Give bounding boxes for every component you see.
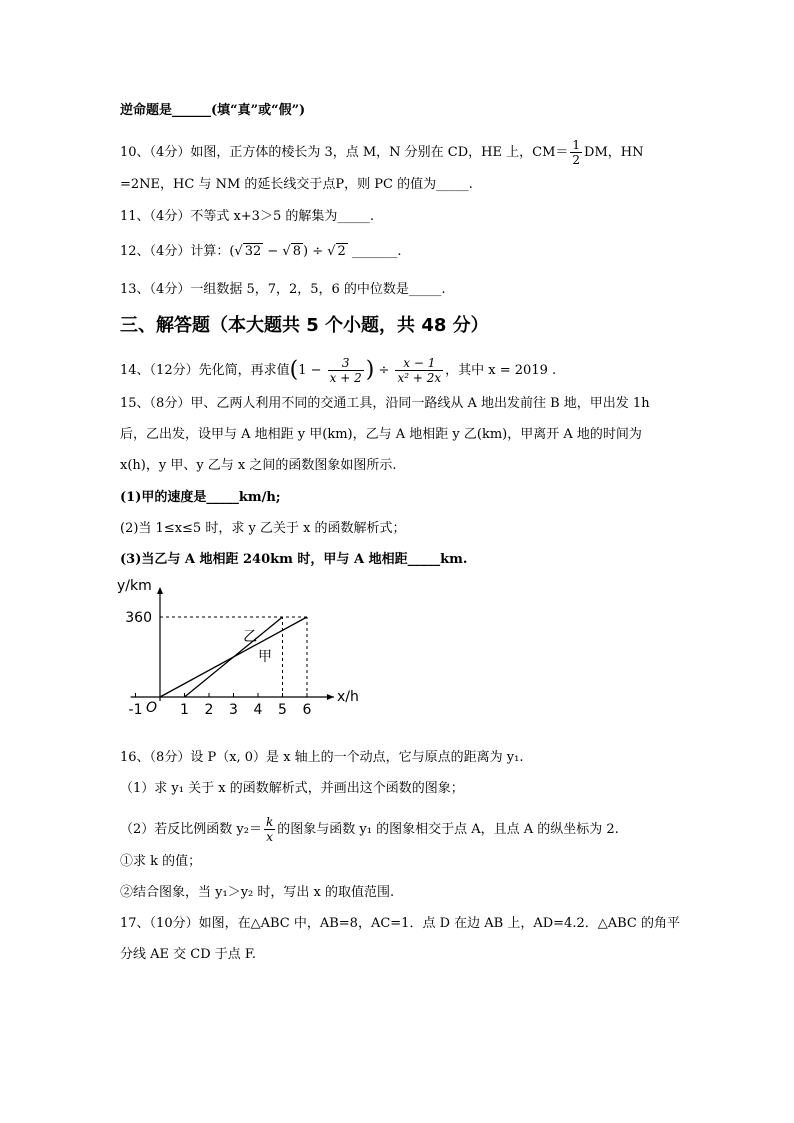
question-16-sub2: ②结合图象，当 y₁＞y₂ 时，写出 x 的取值范围. xyxy=(120,885,395,900)
y-tick-label-360: 360 xyxy=(125,610,152,626)
question-17-line2: 分线 AE 交 CD 于点 F. xyxy=(120,947,257,962)
series-label-甲: 甲 xyxy=(258,649,272,665)
question-16-line1: 16、（8分）设 P（x, 0）是 x 轴上的一个动点，它与原点的距离为 y₁. xyxy=(120,750,524,765)
q10-fraction xyxy=(570,138,582,167)
y-axis-arrow xyxy=(157,587,163,594)
question-15-line1: 15、（8分）甲、乙两人利用不同的交通工具，沿同一路线从 A 地出发前往 B 地，甲出发 1h xyxy=(120,396,650,411)
q14-text-a: 14、（12分）先化简，再求值 xyxy=(120,363,290,378)
question-15-part1: (1)甲的速度是_____km/h; xyxy=(120,490,281,505)
x-tick-label-3: 3 xyxy=(229,702,238,718)
q12-text-b: ) ÷ xyxy=(302,244,328,259)
q16-text-a: （2）若反比例函数 y₂＝ xyxy=(120,822,262,837)
question-13: 13、（4分）一组数据 5，7，2，5，6 的中位数是_____. xyxy=(120,282,446,297)
question-10-line1 xyxy=(120,138,643,167)
question-10-line2: =2NE，HC 与 NM 的延长线交于点P，则 PC 的值为_____. xyxy=(120,177,473,192)
x-tick-label-5: 5 xyxy=(278,702,287,718)
q10-text-a: 10、（4分）如图，正方体的棱长为 3，点 M，N 分别在 CD，HE 上，CM＝ xyxy=(120,145,569,160)
question-15-part3: (3)当乙与 A 地相距 240km 时，甲与 A 地相距_____km. xyxy=(120,552,468,567)
x-tick-label-1: 1 xyxy=(180,702,189,718)
question-16-sub1: ①求 k 的值； xyxy=(120,854,202,869)
x-axis-arrow xyxy=(327,694,334,700)
q14-text-b: ，其中 x = 2019 . xyxy=(445,363,557,378)
q10-text-b: DM，HN xyxy=(584,145,644,160)
question-16-part1: （1）求 y₁ 关于 x 的函数解析式，并画出这个函数的图象； xyxy=(120,781,464,796)
x-tick-label-6: 6 xyxy=(302,702,312,718)
q14-f1-num: 3 xyxy=(328,356,364,371)
q16-frac-num: k xyxy=(265,815,274,829)
question-11: 11、（4分）不等式 x+3＞5 的解集为_____. xyxy=(120,209,374,224)
question-12: 12、（4分）计算：(√ 32 − √ 8 ) ÷ √ 2 _______. xyxy=(120,244,402,259)
q16-text-b: 的图象与函数 y₁ 的图象相交于点 A，且点 A 的纵坐标为 2. xyxy=(277,822,619,837)
line-q9-tail: 逆命题是______(填“真”或“假”) xyxy=(120,103,306,118)
q16-fraction xyxy=(264,815,275,844)
q14-fraction-2 xyxy=(395,356,443,385)
question-15-line2: 后，乙出发，设甲与 A 地相距 y 甲(km)，乙与 A 地相距 y 乙(km)，甲离开 A 地的时间为 xyxy=(120,427,642,442)
section-3-heading: 三、解答题（本大题共 5 个小题，共 48 分） xyxy=(120,315,489,336)
y-axis-label: y/km xyxy=(117,578,152,594)
x-tick-label-2: 2 xyxy=(204,702,214,718)
question-16-part2 xyxy=(120,815,619,844)
distance-time-graph xyxy=(115,575,359,725)
q12-radicand-1: 32 xyxy=(244,244,262,259)
q12-text-c: _______. xyxy=(347,244,402,259)
q12-minus: − xyxy=(263,244,283,259)
q14-f1-den: x + 2 xyxy=(329,371,362,385)
question-14: 14、（12分）先化简，再求值(1 − $\frac{3}{x + 2}$ ) ÷ $\frac{x - 1}{\text{x² + 2x}}$ ，其中 x = 2019 . xyxy=(120,356,557,385)
q14-f2-den: x² + 2x xyxy=(397,371,442,385)
q10-frac-num: 1 xyxy=(572,138,581,152)
question-17-line1: 17、（10分）如图，在△ABC 中，AB=8，AC=1．点 D 在边 AB 上，AD=4.2．△ABC 的角平 xyxy=(120,916,680,931)
series-label-乙: 乙 xyxy=(243,629,258,645)
x-axis-label: x/h xyxy=(336,689,359,705)
q14-f2-num: x − 1 xyxy=(395,356,443,371)
q16-frac-den: x xyxy=(266,830,273,844)
x-tick-label-4: 4 xyxy=(253,702,263,718)
question-15-part2: (2)当 1≤x≤5 时，求 y 乙关于 x 的函数解析式； xyxy=(120,521,406,536)
q10-frac-den: 2 xyxy=(572,153,581,167)
q12-radicand-3: 2 xyxy=(337,244,346,259)
q14-fraction-1 xyxy=(328,356,364,385)
x-tick-label--1: -1 xyxy=(128,702,143,718)
question-15-line3: x(h)，y 甲、y 乙与 x 之间的函数图象如图所示. xyxy=(120,458,397,473)
q12-radicand-2: 8 xyxy=(292,244,301,259)
origin-label: O xyxy=(145,700,157,716)
q12-text-a: 12、（4分）计算：( xyxy=(120,244,235,259)
